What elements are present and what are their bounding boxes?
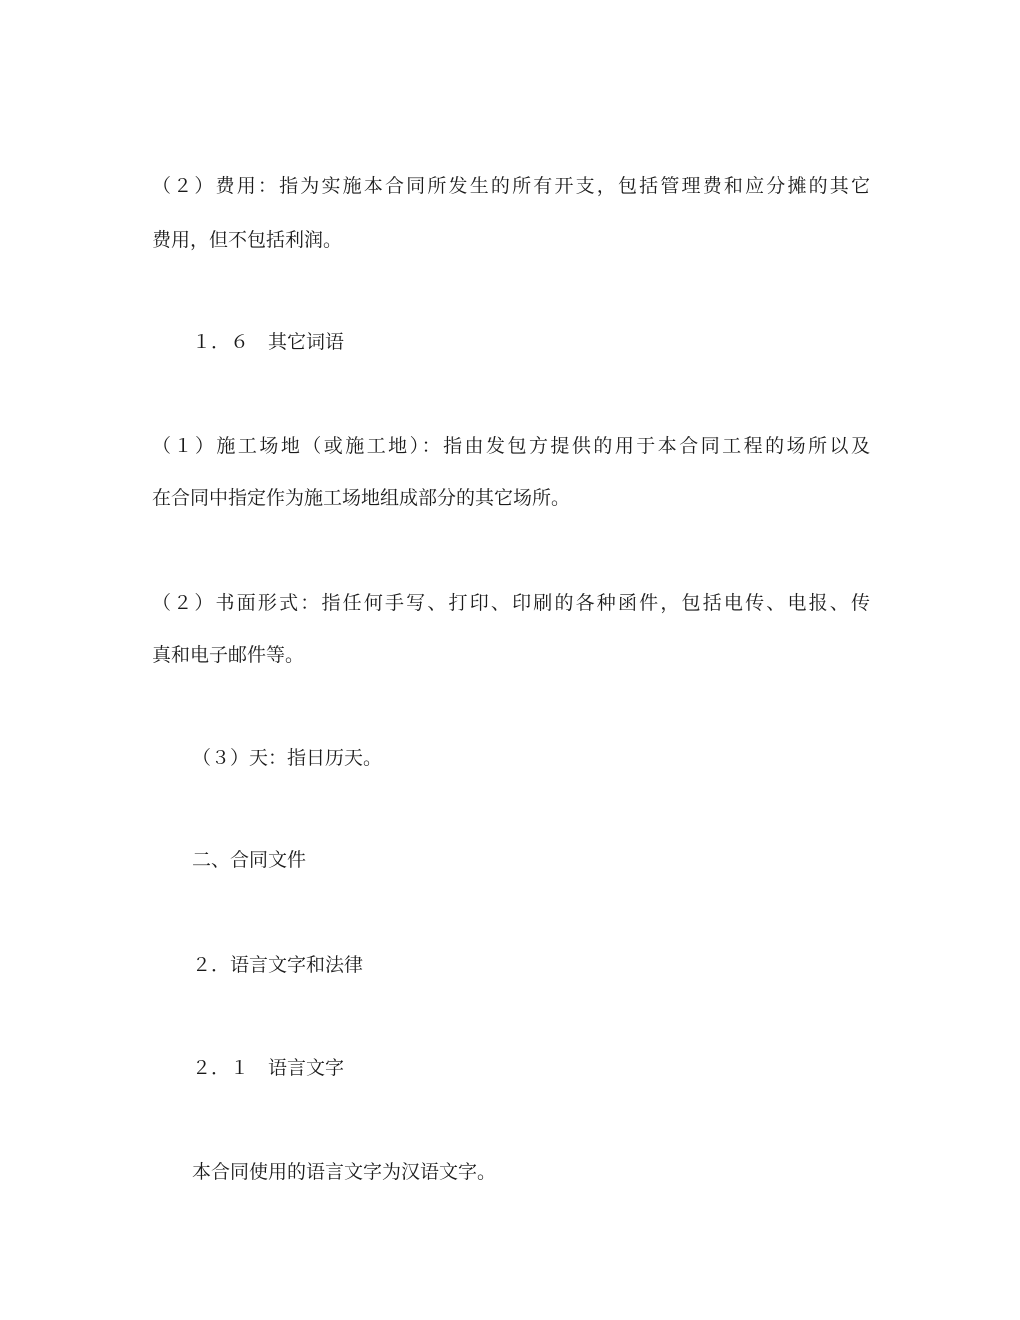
section-heading-1-6: １．６ 其它词语 xyxy=(192,331,345,353)
section-heading-2: ２．语言文字和法律 xyxy=(192,954,364,976)
chapter-heading-contract-documents: 二、合同文件 xyxy=(192,849,307,871)
paragraph-cost-line-1: （２）费用：指为实施本合同所发生的所有开支，包括管理费和应分摊的其它 xyxy=(152,175,870,197)
paragraph-written-form-line-1: （２）书面形式：指任何手写、打印、印刷的各种函件，包括电传、电报、传 xyxy=(152,592,870,614)
section-heading-2-1: ２．１ 语言文字 xyxy=(192,1057,345,1079)
paragraph-site-line-1: （１）施工场地（或施工地）：指由发包方提供的用于本合同工程的场所以及 xyxy=(152,435,870,457)
paragraph-written-form-line-2: 真和电子邮件等。 xyxy=(152,644,305,666)
paragraph-language: 本合同使用的语言文字为汉语文字。 xyxy=(192,1161,497,1183)
paragraph-site-line-2: 在合同中指定作为施工场地组成部分的其它场所。 xyxy=(152,487,571,509)
paragraph-day: （３）天：指日历天。 xyxy=(192,747,383,769)
paragraph-cost-line-2: 费用，但不包括利润。 xyxy=(152,229,343,251)
